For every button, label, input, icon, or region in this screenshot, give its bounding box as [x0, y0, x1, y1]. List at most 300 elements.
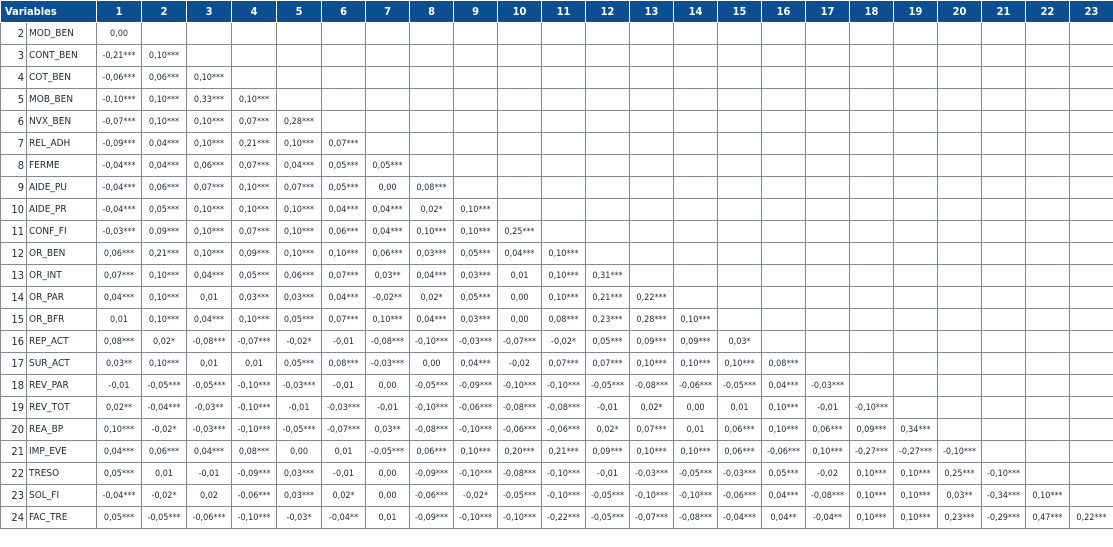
empty-cell [1070, 419, 1113, 441]
correlation-value: -0,05*** [586, 507, 630, 529]
row-number: 9 [1, 177, 27, 199]
row-number: 23 [1, 485, 27, 507]
correlation-value: -0,06*** [454, 397, 498, 419]
correlation-value: -0,09*** [232, 463, 277, 485]
empty-cell [542, 111, 586, 133]
correlation-value: 0,10*** [762, 397, 806, 419]
empty-cell [850, 243, 894, 265]
correlation-value: 0,02* [410, 199, 454, 221]
correlation-value: 0,08*** [232, 441, 277, 463]
empty-cell [410, 111, 454, 133]
correlation-value: 0,01 [366, 507, 410, 529]
correlation-value: 0,06*** [410, 441, 454, 463]
empty-cell [366, 23, 410, 45]
empty-cell [542, 177, 586, 199]
correlation-value: 0,22*** [630, 287, 674, 309]
correlation-value: -0,10*** [630, 485, 674, 507]
variable-name: REA_BP [27, 419, 97, 441]
empty-cell [894, 89, 938, 111]
correlation-value: -0,08*** [410, 419, 454, 441]
empty-cell [938, 199, 982, 221]
correlation-value: 0,06*** [97, 243, 142, 265]
correlation-value: 0,02* [586, 419, 630, 441]
empty-cell [586, 221, 630, 243]
correlation-value: -0,22*** [542, 507, 586, 529]
empty-cell [850, 67, 894, 89]
correlation-value: 0,10*** [894, 463, 938, 485]
correlation-value: 0,04*** [762, 375, 806, 397]
correlation-value: 0,05*** [277, 309, 322, 331]
empty-cell [1070, 243, 1113, 265]
empty-cell [982, 155, 1026, 177]
correlation-value: -0,10*** [232, 375, 277, 397]
empty-cell [142, 23, 187, 45]
empty-cell [938, 331, 982, 353]
empty-cell [674, 155, 718, 177]
empty-cell [982, 331, 1026, 353]
correlation-value: 0,09*** [850, 419, 894, 441]
empty-cell [762, 23, 806, 45]
correlation-value: 0,10*** [1026, 485, 1070, 507]
empty-cell [1070, 441, 1113, 463]
empty-cell [850, 309, 894, 331]
correlation-value: -0,04*** [97, 199, 142, 221]
correlation-value: 0,10*** [454, 199, 498, 221]
correlation-value: -0,06*** [674, 375, 718, 397]
correlation-value: 0,04*** [322, 199, 366, 221]
correlation-value: 0,10*** [232, 89, 277, 111]
empty-cell [894, 155, 938, 177]
empty-cell [938, 221, 982, 243]
empty-cell [1026, 67, 1070, 89]
empty-cell [586, 45, 630, 67]
correlation-value: 0,10*** [322, 243, 366, 265]
empty-cell [630, 133, 674, 155]
table-row [1, 375, 1113, 397]
correlation-value: -0,07*** [232, 331, 277, 353]
correlation-value: -0,03*** [630, 463, 674, 485]
column-header-13: 13 [630, 1, 674, 23]
correlation-value: -0,01 [322, 375, 366, 397]
correlation-value: 0,02* [410, 287, 454, 309]
table-row [1, 463, 1113, 485]
correlation-value: 0,10*** [806, 441, 850, 463]
correlation-value: 0,05*** [586, 331, 630, 353]
correlation-value: 0,06*** [718, 419, 762, 441]
empty-cell [938, 177, 982, 199]
empty-cell [1026, 331, 1070, 353]
empty-cell [542, 221, 586, 243]
correlation-value: -0,10*** [232, 419, 277, 441]
column-header-7: 7 [366, 1, 410, 23]
correlation-value: 0,05*** [762, 463, 806, 485]
correlation-value: -0,10*** [454, 463, 498, 485]
empty-cell [762, 221, 806, 243]
correlation-value: 0,10*** [366, 309, 410, 331]
table-row [1, 419, 1113, 441]
correlation-value: -0,03*** [718, 463, 762, 485]
empty-cell [894, 67, 938, 89]
empty-cell [410, 89, 454, 111]
correlation-value: 0,10*** [894, 507, 938, 529]
empty-cell [542, 199, 586, 221]
empty-cell [894, 221, 938, 243]
empty-cell [806, 199, 850, 221]
correlation-value: 0,04*** [187, 441, 232, 463]
correlation-value: 0,04** [762, 507, 806, 529]
correlation-value: -0,04*** [97, 485, 142, 507]
table-row [1, 441, 1113, 463]
correlation-value: 0,10*** [762, 419, 806, 441]
empty-cell [498, 133, 542, 155]
empty-cell [1026, 221, 1070, 243]
empty-cell [762, 89, 806, 111]
empty-cell [1070, 23, 1113, 45]
empty-cell [322, 45, 366, 67]
variable-name: OR_BFR [27, 309, 97, 331]
correlation-value: 0,25*** [938, 463, 982, 485]
correlation-value: 0,47*** [1026, 507, 1070, 529]
correlation-value: 0,08*** [762, 353, 806, 375]
column-header-14: 14 [674, 1, 718, 23]
empty-cell [806, 331, 850, 353]
correlation-value: 0,25*** [498, 221, 542, 243]
variable-name: TRESO [27, 463, 97, 485]
correlation-value: -0,08*** [498, 463, 542, 485]
empty-cell [938, 309, 982, 331]
variable-name: CONF_FI [27, 221, 97, 243]
empty-cell [630, 89, 674, 111]
variable-name: FAC_TRE [27, 507, 97, 529]
row-number: 11 [1, 221, 27, 243]
correlation-value: -0,07*** [97, 111, 142, 133]
empty-cell [542, 89, 586, 111]
correlation-value: 0,03** [366, 419, 410, 441]
table-row [1, 243, 1113, 265]
correlation-value: -0,05*** [498, 485, 542, 507]
empty-cell [894, 353, 938, 375]
empty-cell [718, 23, 762, 45]
column-header-11: 11 [542, 1, 586, 23]
correlation-value: -0,10*** [410, 331, 454, 353]
correlation-value: 0,05*** [322, 155, 366, 177]
correlation-value: 0,05*** [454, 287, 498, 309]
table-body [1, 23, 1113, 529]
empty-cell [366, 111, 410, 133]
column-header-6: 6 [322, 1, 366, 23]
correlation-value: 0,10*** [187, 111, 232, 133]
row-number: 24 [1, 507, 27, 529]
column-header-17: 17 [806, 1, 850, 23]
empty-cell [232, 45, 277, 67]
correlation-value: 0,04*** [410, 265, 454, 287]
empty-cell [1026, 199, 1070, 221]
empty-cell [850, 221, 894, 243]
column-header-2: 2 [142, 1, 187, 23]
empty-cell [894, 287, 938, 309]
empty-cell [718, 221, 762, 243]
correlation-value: -0,04*** [142, 397, 187, 419]
empty-cell [542, 23, 586, 45]
empty-cell [982, 45, 1026, 67]
correlation-value: 0,05*** [97, 507, 142, 529]
correlation-value: 0,10*** [277, 133, 322, 155]
empty-cell [542, 67, 586, 89]
correlation-value: 0,06*** [322, 221, 366, 243]
empty-cell [454, 45, 498, 67]
empty-cell [1026, 177, 1070, 199]
empty-cell [454, 177, 498, 199]
correlation-value: 0,10*** [674, 353, 718, 375]
empty-cell [938, 375, 982, 397]
empty-cell [454, 89, 498, 111]
correlation-value: 0,06*** [142, 441, 187, 463]
column-header-8: 8 [410, 1, 454, 23]
empty-cell [938, 45, 982, 67]
empty-cell [498, 89, 542, 111]
correlation-value: 0,21*** [586, 287, 630, 309]
table-row [1, 221, 1113, 243]
empty-cell [1026, 375, 1070, 397]
correlation-value: 0,07*** [542, 353, 586, 375]
empty-cell [1070, 221, 1113, 243]
table-row [1, 23, 1113, 45]
correlation-value: -0,10*** [454, 419, 498, 441]
correlation-value: 0,09*** [142, 221, 187, 243]
empty-cell [630, 155, 674, 177]
table-row [1, 89, 1113, 111]
correlation-value: 0,06*** [142, 67, 187, 89]
empty-cell [850, 89, 894, 111]
empty-cell [542, 133, 586, 155]
correlation-value: 0,10*** [718, 353, 762, 375]
correlation-value: -0,09*** [97, 133, 142, 155]
empty-cell [674, 67, 718, 89]
empty-cell [762, 45, 806, 67]
empty-cell [982, 23, 1026, 45]
empty-cell [718, 45, 762, 67]
correlation-value: -0,29*** [982, 507, 1026, 529]
correlation-value: -0,34*** [982, 485, 1026, 507]
empty-cell [322, 23, 366, 45]
empty-cell [1070, 331, 1113, 353]
row-number: 17 [1, 353, 27, 375]
correlation-value: 0,10*** [894, 485, 938, 507]
empty-cell [366, 45, 410, 67]
empty-cell [542, 155, 586, 177]
column-header-21: 21 [982, 1, 1026, 23]
table-row [1, 177, 1113, 199]
correlation-value: 0,00 [366, 375, 410, 397]
correlation-value: -0,10*** [982, 463, 1026, 485]
empty-cell [806, 265, 850, 287]
correlation-value: -0,06*** [187, 507, 232, 529]
empty-cell [498, 177, 542, 199]
table-row [1, 287, 1113, 309]
correlation-value: 0,28*** [630, 309, 674, 331]
empty-cell [806, 221, 850, 243]
correlation-value: -0,04*** [97, 155, 142, 177]
empty-cell [232, 23, 277, 45]
column-header-5: 5 [277, 1, 322, 23]
variable-name: OR_PAR [27, 287, 97, 309]
correlation-value: 0,04*** [454, 353, 498, 375]
correlation-value: 0,10*** [142, 287, 187, 309]
correlation-value: 0,22*** [1070, 507, 1113, 529]
correlation-value: -0,01 [97, 375, 142, 397]
correlation-value: 0,04*** [322, 287, 366, 309]
empty-cell [850, 23, 894, 45]
empty-cell [1070, 397, 1113, 419]
empty-cell [982, 419, 1026, 441]
empty-cell [1070, 45, 1113, 67]
empty-cell [1026, 23, 1070, 45]
correlation-value: -0,05*** [674, 463, 718, 485]
empty-cell [586, 199, 630, 221]
empty-cell [674, 221, 718, 243]
correlation-value: 0,10*** [142, 353, 187, 375]
empty-cell [1026, 463, 1070, 485]
empty-cell [894, 177, 938, 199]
empty-cell [850, 177, 894, 199]
empty-cell [938, 243, 982, 265]
empty-cell [366, 89, 410, 111]
empty-cell [410, 45, 454, 67]
empty-cell [630, 177, 674, 199]
empty-cell [1070, 463, 1113, 485]
empty-cell [938, 67, 982, 89]
empty-cell [938, 23, 982, 45]
empty-cell [762, 265, 806, 287]
empty-cell [850, 155, 894, 177]
empty-cell [454, 155, 498, 177]
correlation-value: 0,00 [366, 463, 410, 485]
variable-name: AIDE_PR [27, 199, 97, 221]
empty-cell [850, 45, 894, 67]
empty-cell [718, 177, 762, 199]
empty-cell [938, 419, 982, 441]
empty-cell [410, 23, 454, 45]
correlation-value: 0,03*** [277, 485, 322, 507]
empty-cell [586, 67, 630, 89]
correlation-value: -0,10*** [232, 397, 277, 419]
empty-cell [982, 309, 1026, 331]
correlation-value: 0,10*** [630, 353, 674, 375]
empty-cell [1070, 353, 1113, 375]
column-header-4: 4 [232, 1, 277, 23]
empty-cell [1070, 199, 1113, 221]
correlation-value: -0,03*** [366, 353, 410, 375]
correlation-value: 0,07*** [232, 221, 277, 243]
empty-cell [498, 45, 542, 67]
empty-cell [894, 265, 938, 287]
correlation-value: 0,00 [498, 287, 542, 309]
correlation-value: 0,10*** [187, 221, 232, 243]
empty-cell [806, 309, 850, 331]
column-header-1: 1 [97, 1, 142, 23]
correlation-value: 0,07*** [322, 133, 366, 155]
correlation-value: 0,00 [498, 309, 542, 331]
empty-cell [586, 23, 630, 45]
correlation-value: 0,10*** [142, 111, 187, 133]
row-number: 16 [1, 331, 27, 353]
table-row [1, 111, 1113, 133]
correlation-value: -0,07*** [498, 331, 542, 353]
row-number: 7 [1, 133, 27, 155]
empty-cell [1070, 265, 1113, 287]
empty-cell [850, 353, 894, 375]
empty-cell [806, 353, 850, 375]
empty-cell [982, 177, 1026, 199]
empty-cell [410, 133, 454, 155]
correlation-value: 0,03** [97, 353, 142, 375]
empty-cell [982, 375, 1026, 397]
correlation-value: 0,07*** [586, 353, 630, 375]
empty-cell [850, 199, 894, 221]
correlation-value: 0,00 [277, 441, 322, 463]
empty-cell [366, 67, 410, 89]
correlation-value: -0,02* [542, 331, 586, 353]
correlation-value: 0,03*** [454, 309, 498, 331]
empty-cell [1026, 419, 1070, 441]
column-header-10: 10 [498, 1, 542, 23]
empty-cell [1026, 243, 1070, 265]
variable-name: OR_INT [27, 265, 97, 287]
empty-cell [232, 67, 277, 89]
empty-cell [1070, 111, 1113, 133]
correlation-value: 0,10*** [187, 243, 232, 265]
row-number: 5 [1, 89, 27, 111]
variables-header: Variables [1, 1, 97, 23]
column-header-16: 16 [762, 1, 806, 23]
correlation-value: 0,05*** [366, 155, 410, 177]
table-row [1, 507, 1113, 529]
correlation-value: 0,06*** [142, 177, 187, 199]
table-row [1, 331, 1113, 353]
correlation-value: -0,01 [277, 397, 322, 419]
correlation-value: -0,01 [187, 463, 232, 485]
correlation-value: 0,10*** [630, 441, 674, 463]
table-row [1, 155, 1113, 177]
table-row [1, 397, 1113, 419]
empty-cell [938, 111, 982, 133]
correlation-value: 0,10*** [142, 309, 187, 331]
empty-cell [1026, 309, 1070, 331]
empty-cell [894, 111, 938, 133]
correlation-value: 0,03*** [277, 287, 322, 309]
correlation-value: -0,02 [498, 353, 542, 375]
correlation-value: 0,04*** [187, 309, 232, 331]
correlation-value: -0,05*** [366, 441, 410, 463]
empty-cell [630, 265, 674, 287]
correlation-value: -0,02 [806, 463, 850, 485]
empty-cell [762, 111, 806, 133]
correlation-value: 0,00 [674, 397, 718, 419]
variable-name: NVX_BEN [27, 111, 97, 133]
header-row [1, 1, 1113, 23]
correlation-value: 0,00 [366, 485, 410, 507]
correlation-value: -0,21*** [97, 45, 142, 67]
empty-cell [586, 111, 630, 133]
empty-cell [1070, 89, 1113, 111]
row-number: 21 [1, 441, 27, 463]
table-row [1, 199, 1113, 221]
correlation-value: 0,33*** [187, 89, 232, 111]
correlation-value: 0,10*** [232, 309, 277, 331]
empty-cell [850, 331, 894, 353]
empty-cell [806, 67, 850, 89]
empty-cell [938, 353, 982, 375]
